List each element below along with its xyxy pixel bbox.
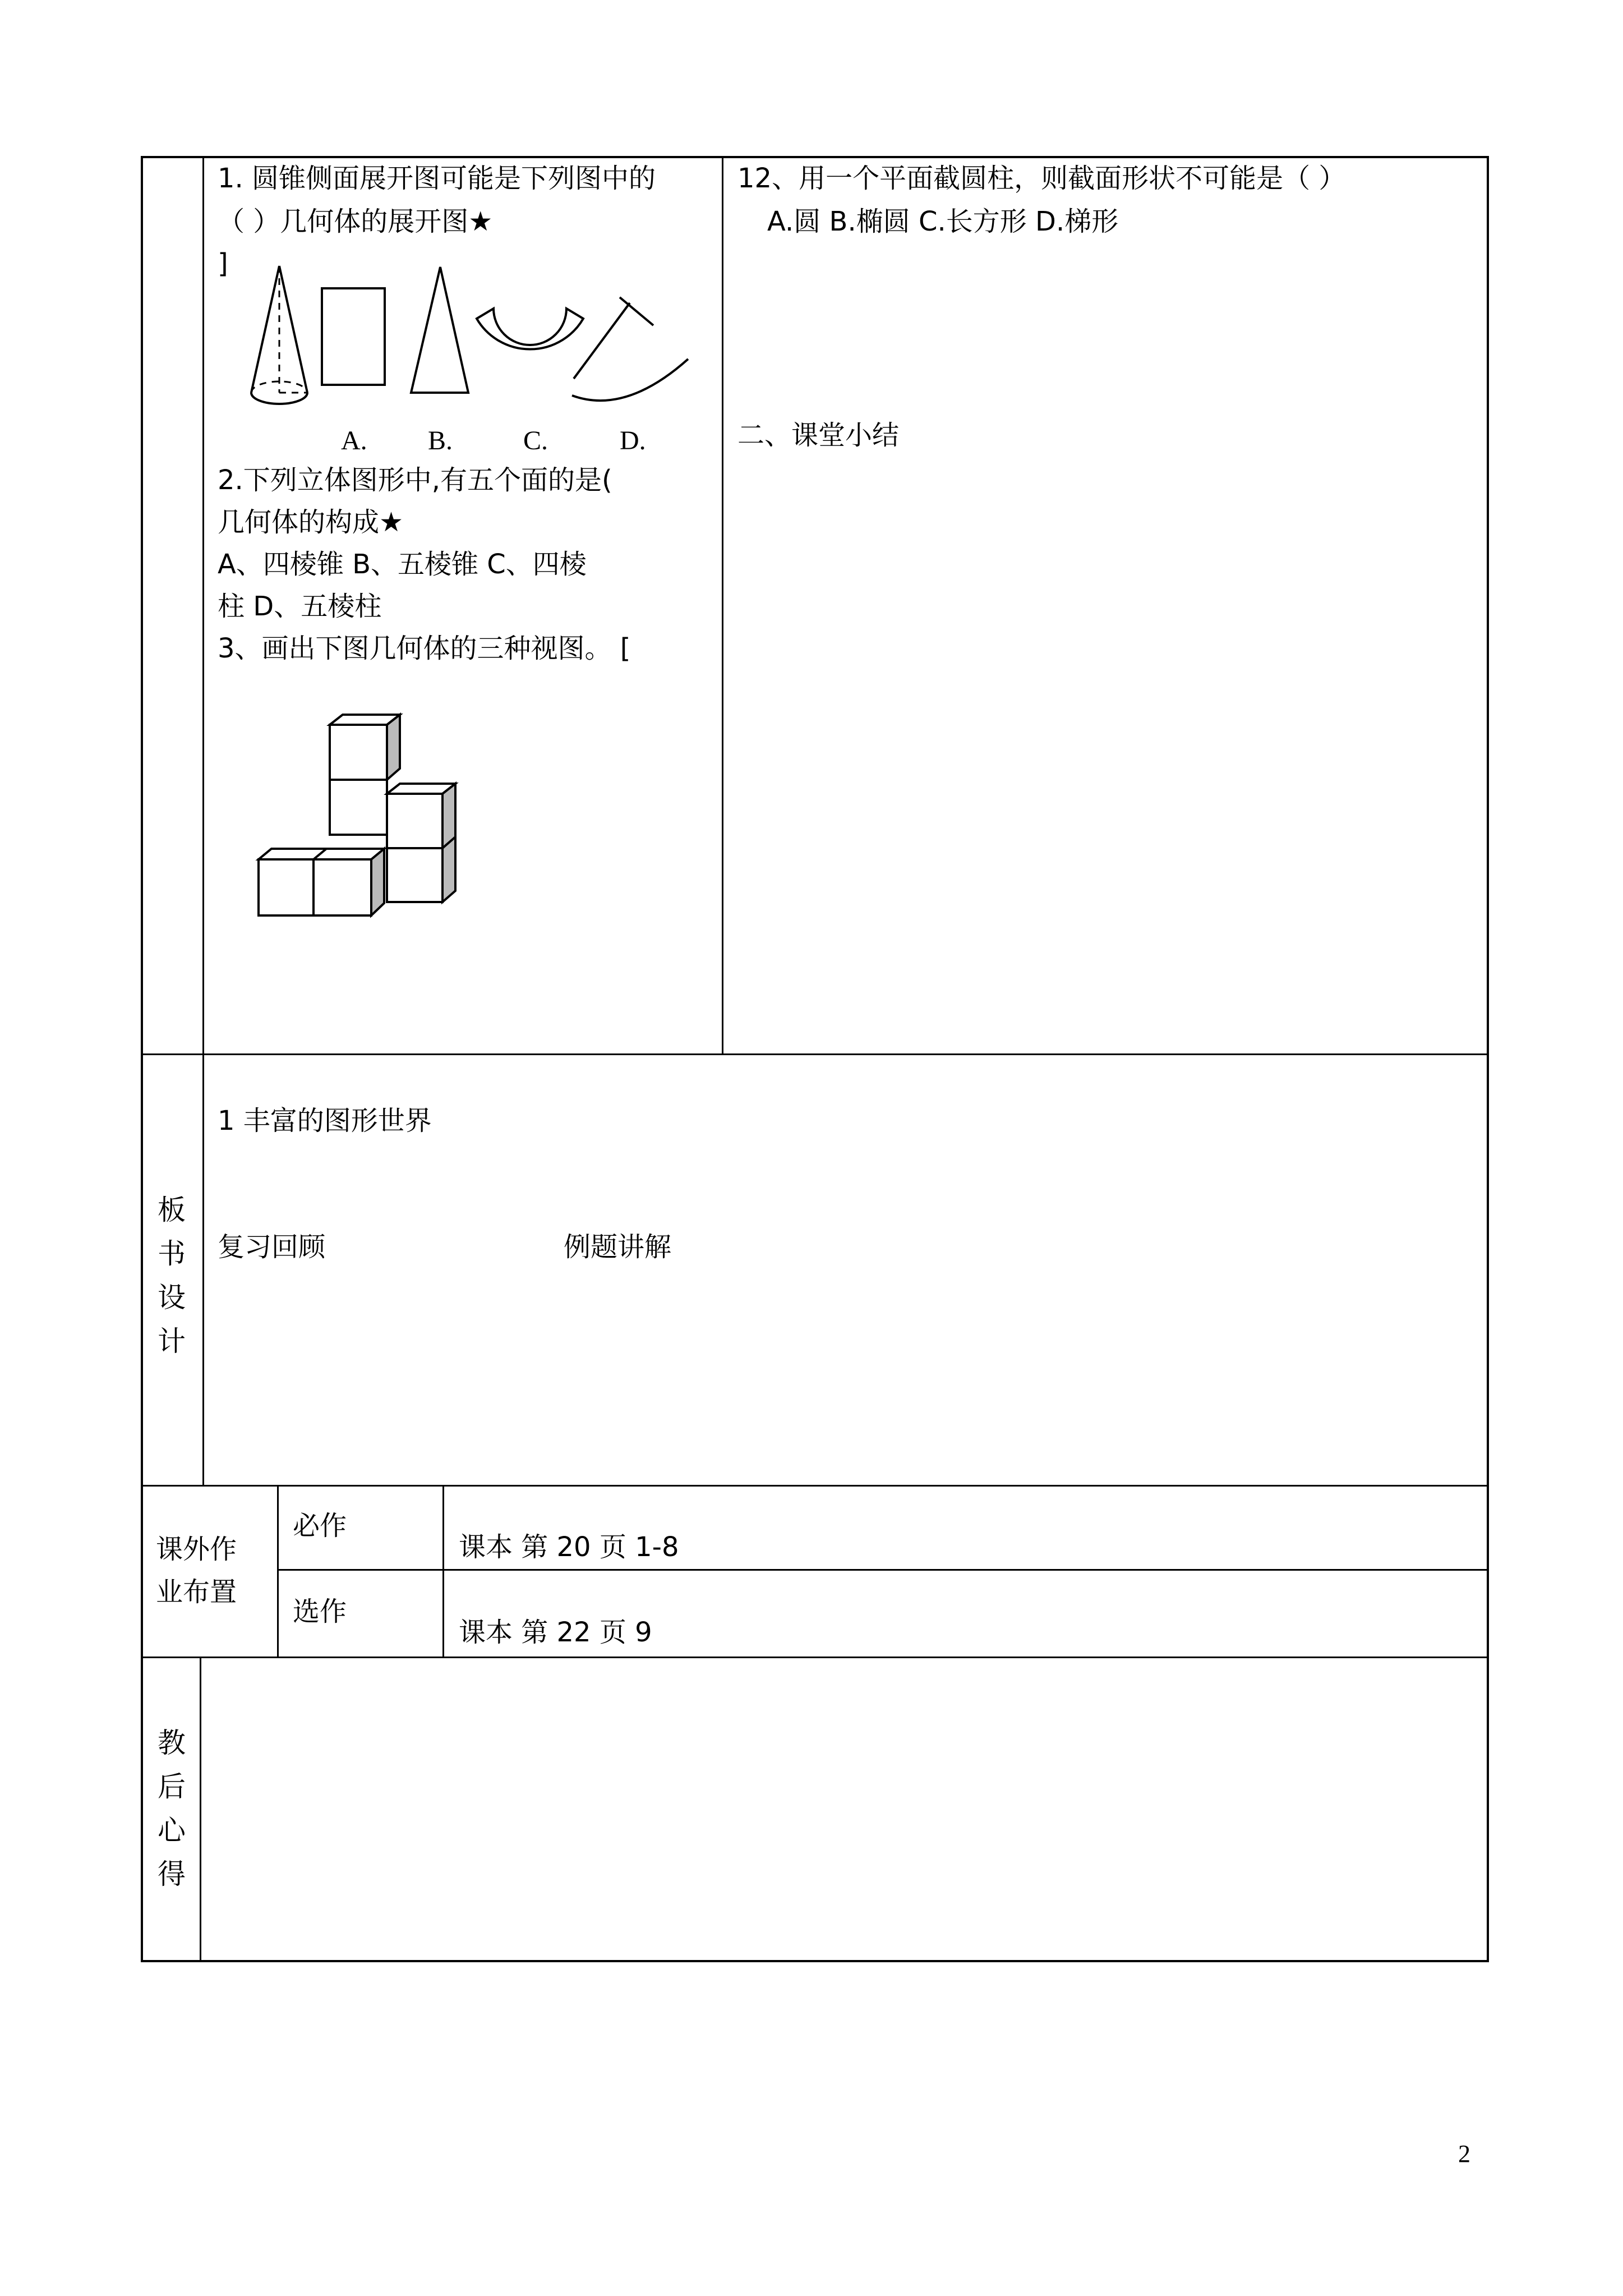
- hw-content-col-divider: [442, 1485, 444, 1657]
- board-title: 1 丰富的图形世界: [218, 1105, 432, 1137]
- q2-line4: 柱 D、五棱柱: [218, 591, 382, 622]
- q1-line1: 1. 圆锥侧面展开图可能是下列图中的: [218, 163, 656, 194]
- hw-type-col-divider: [277, 1485, 279, 1657]
- reflection-label-char: 教: [158, 1727, 186, 1759]
- homework-label-line2: 业布置: [156, 1576, 237, 1608]
- q12-line1: 12、用一个平面截圆柱，则截面形状不可能是（ ）: [737, 163, 1346, 194]
- board-label-char: 书: [158, 1237, 186, 1270]
- homework-content-optional: 课本 第 22 页 9: [459, 1617, 652, 1648]
- reflection-label: [155, 1721, 188, 1896]
- q3-line1: 3、画出下图几何体的三种视图。 [: [218, 633, 631, 664]
- board-item-examples: 例题讲解: [564, 1231, 672, 1263]
- reflection-label-char: 后: [158, 1770, 186, 1803]
- table-left-border: [141, 156, 143, 1962]
- reflection-label-char: 心: [158, 1814, 186, 1847]
- option-label-c: C.: [523, 426, 548, 455]
- q2-line3: A、四棱锥 B、五棱锥 C、四棱: [218, 549, 587, 580]
- summary-heading: 二、课堂小结: [737, 420, 900, 451]
- board-label-char: 设: [158, 1281, 186, 1314]
- option-label-a: A.: [341, 426, 367, 455]
- q2-line1: 2.下列立体图形中,有五个面的是(: [218, 464, 612, 496]
- table-bottom-border: [141, 1960, 1489, 1962]
- stacked-cubes-figure: [255, 712, 468, 926]
- reflection-label-char: 得: [158, 1858, 186, 1890]
- label-col-divider-bottom: [200, 1657, 201, 1961]
- row-divider-4: [141, 1657, 1489, 1658]
- homework-type-required: 必作: [293, 1510, 347, 1542]
- board-item-review: 复习回顾: [218, 1231, 326, 1263]
- q1-line3: ]: [218, 248, 228, 279]
- label-col-divider-top: [202, 156, 204, 1485]
- board-label: [155, 1188, 188, 1363]
- mid-col-divider: [722, 156, 723, 1054]
- option-label-b: B.: [428, 426, 453, 455]
- row-divider-3: [278, 1569, 1489, 1571]
- rectangle-figure: [320, 286, 393, 390]
- option-label-d: D.: [620, 426, 646, 455]
- homework-type-optional: 选作: [293, 1596, 347, 1627]
- q2-line2: 几何体的构成★: [218, 507, 404, 538]
- row-divider-2: [141, 1485, 1489, 1487]
- q1-line2: （ ）几何体的展开图★: [218, 206, 493, 237]
- homework-content-required: 课本 第 20 页 1-8: [459, 1531, 679, 1563]
- board-label-char: 计: [158, 1325, 186, 1358]
- board-label-char: 板: [158, 1194, 186, 1226]
- row-divider-1: [141, 1053, 1489, 1055]
- q12-line2: A.圆 B.椭圆 C.长方形 D.梯形: [767, 206, 1119, 237]
- cone-figure: [247, 264, 314, 421]
- sector-figure: [564, 292, 698, 409]
- triangle-figure: [407, 264, 474, 398]
- homework-label-line1: 课外作: [156, 1534, 237, 1565]
- page-number: 2: [1458, 2140, 1470, 2168]
- table-right-border: [1487, 156, 1489, 1962]
